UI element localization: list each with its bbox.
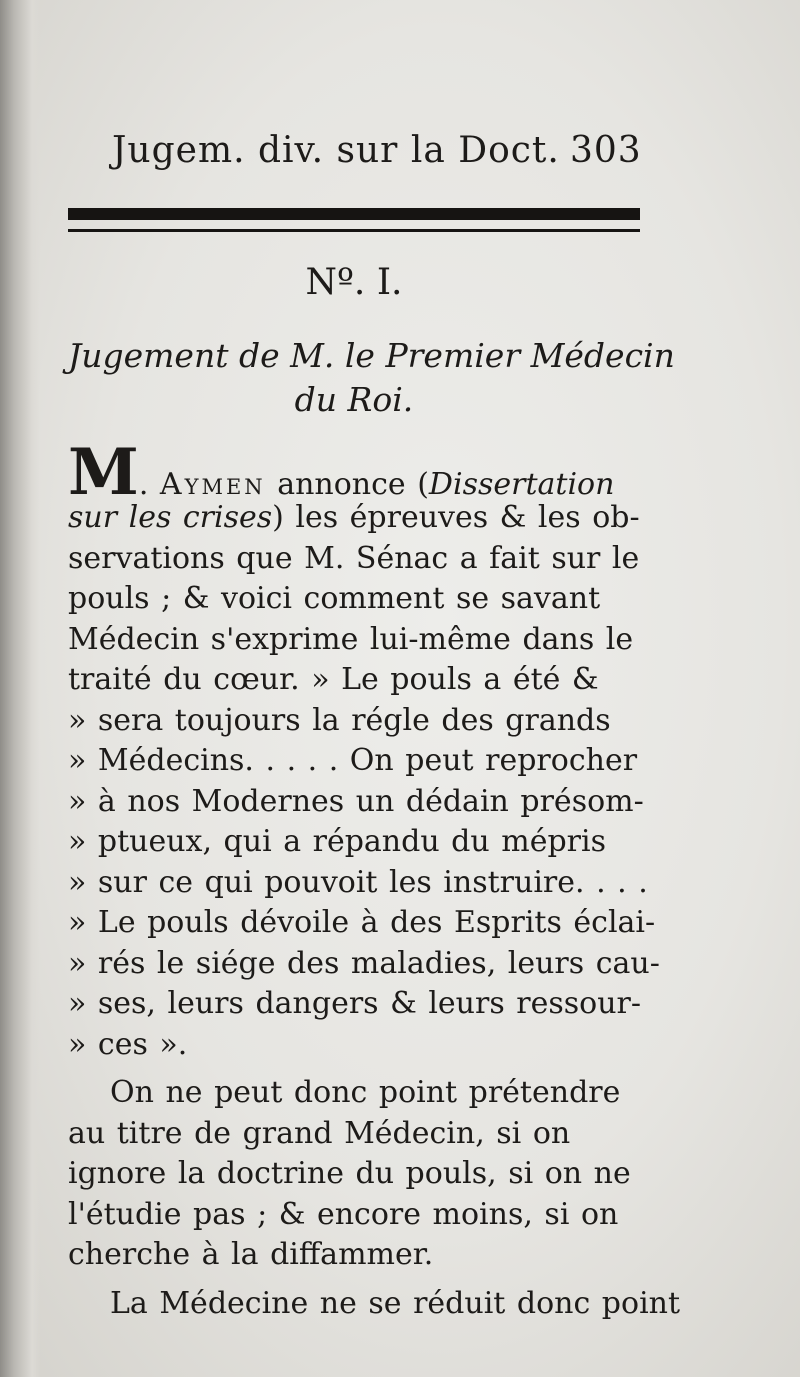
drop-cap: M bbox=[68, 435, 139, 510]
text-run-italic: sur les crises bbox=[68, 500, 273, 535]
text-line: La Médecine ne se réduit donc point bbox=[110, 1285, 681, 1321]
text-line: traité du cœur. » Le pouls a été & bbox=[68, 662, 599, 697]
heading-line: Jugement de M. le Premier Médecin bbox=[68, 336, 675, 375]
text-line: pouls ; & voici comment se savant bbox=[68, 581, 601, 616]
text-line: » rés le siége des maladies, leurs cau- bbox=[68, 945, 660, 981]
author-name: Aymen bbox=[159, 467, 266, 502]
book-page bbox=[68, 0, 681, 1377]
paragraph-gap bbox=[68, 1276, 650, 1284]
body-text bbox=[68, 435, 681, 1324]
text-line: » ces ». bbox=[68, 1026, 188, 1062]
text-line: » sur ce qui pouvoit les instruire. . . . bbox=[68, 864, 648, 900]
running-head bbox=[112, 130, 662, 171]
text-line: l'étudie pas ; & encore moins, si on bbox=[68, 1196, 619, 1232]
text-line bbox=[68, 498, 650, 539]
binding-shadow bbox=[0, 0, 40, 1377]
text-line: servations que M. Sénac a fait sur le bbox=[68, 540, 640, 576]
text-line: » Médecins. . . . . On peut reprocher bbox=[68, 743, 638, 778]
text-line: ignore la doctrine du pouls, si on ne bbox=[68, 1156, 631, 1191]
text-run-italic: Dissertation bbox=[428, 467, 615, 502]
text-line: Médecin s'exprime lui-même dans le bbox=[68, 621, 634, 657]
section-number: Nº. I. bbox=[305, 262, 403, 303]
text-run: ) les épreuves & les ob- bbox=[272, 500, 640, 535]
text-line: » ses, leurs dangers & leurs ressour- bbox=[68, 986, 642, 1021]
text-line: » à nos Modernes un dédain présom- bbox=[68, 783, 644, 819]
text-line: » sera toujours la régle des grands bbox=[68, 702, 611, 738]
text-line: cherche à la diffammer. bbox=[68, 1237, 434, 1272]
header-rule-thick bbox=[68, 208, 640, 220]
section-heading bbox=[68, 334, 675, 422]
cap-dot: . bbox=[138, 467, 160, 502]
paragraph-gap bbox=[68, 1065, 650, 1073]
text-line: » ptueux, qui a répandu du mépris bbox=[68, 824, 606, 859]
header-rule-thin bbox=[68, 229, 640, 232]
page-number: 303 bbox=[570, 130, 642, 171]
text-line: au titre de grand Médecin, si on bbox=[68, 1115, 571, 1151]
paragraph-first-line bbox=[68, 435, 650, 510]
text-line: » Le pouls dévoile à des Esprits éclai- bbox=[68, 905, 656, 940]
heading-line: du Roi. bbox=[294, 380, 414, 419]
running-head-title: Jugem. div. sur la Doct. bbox=[112, 130, 560, 171]
text-line: On ne peut donc point prétendre bbox=[110, 1075, 621, 1110]
text-run: annonce ( bbox=[265, 467, 429, 502]
